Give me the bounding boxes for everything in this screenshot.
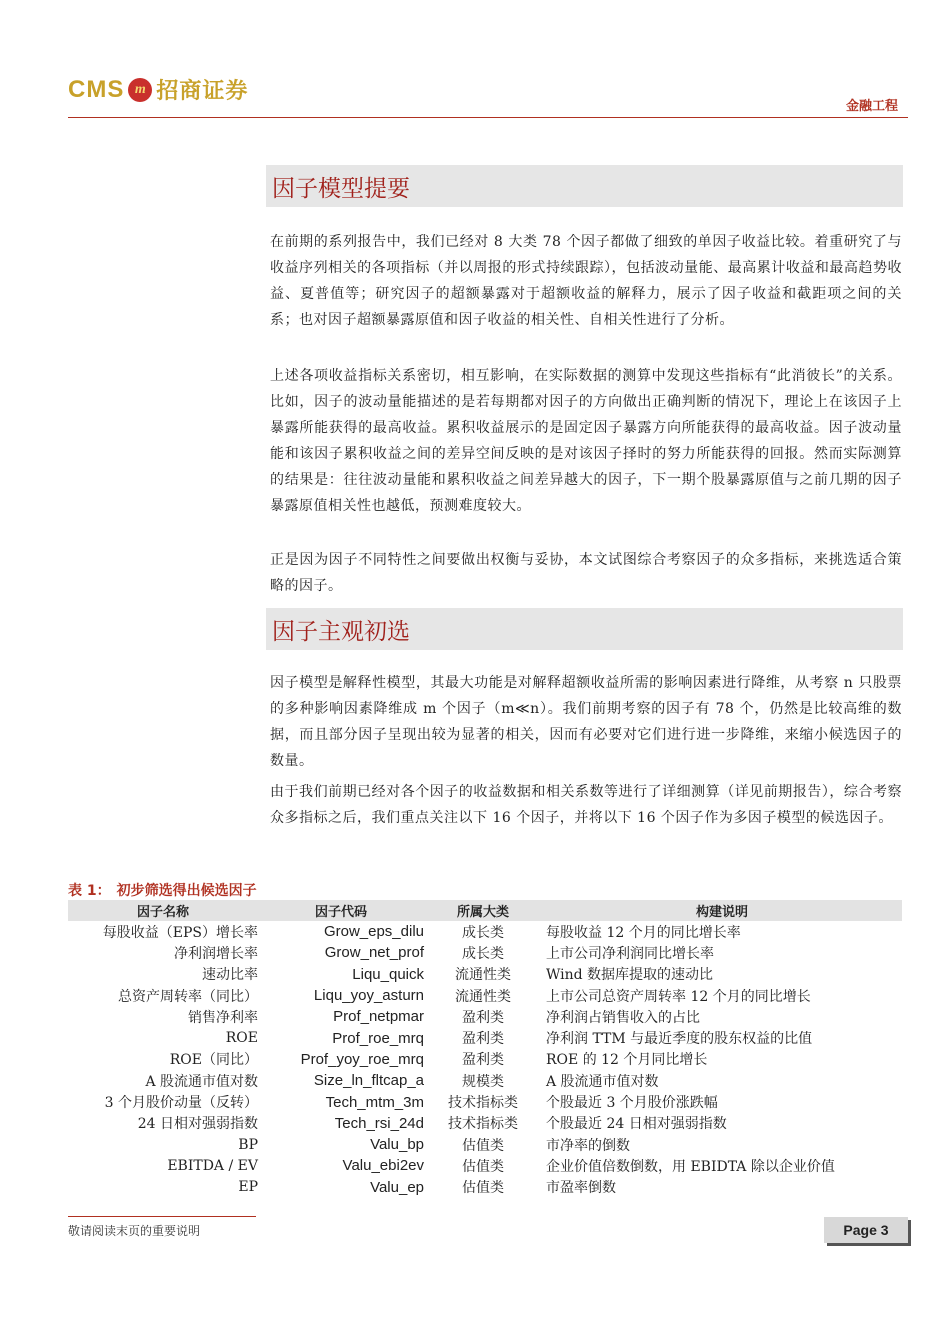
factor-description: A 股流通市值对数 [546,1073,659,1090]
page-number: Page 3 [824,1217,908,1243]
factor-name: 净利润增长率 [174,945,258,962]
factor-code: Prof_netpmar [333,1008,424,1026]
factor-description: 每股收益 12 个月的同比增长率 [546,924,741,941]
table-row [68,1006,902,1027]
column-header: 所属大类 [424,900,542,921]
factor-name: 24 日相对强弱指数 [137,1116,258,1133]
factor-description: 净利润占销售收入的占比 [546,1009,700,1026]
factor-category: 成长类 [462,924,504,941]
factor-name: 总资产周转率（同比） [118,988,258,1005]
factor-code: Valu_bp [370,1136,424,1154]
table-row [68,964,902,985]
factor-name: EP [238,1179,258,1196]
table-row [68,1049,902,1070]
factor-code: Liqu_quick [352,965,424,983]
factor-name: EBITDA / EV [167,1157,258,1174]
factor-category: 技术指标类 [448,1095,518,1112]
factor-code: Valu_ep [370,1178,424,1196]
factor-code: Liqu_yoy_asturn [313,987,424,1005]
table-body [68,921,902,1198]
factor-code: Valu_ebi2ev [342,1157,424,1175]
table-row [68,1177,902,1198]
factor-name: 速动比率 [202,967,258,984]
table-row [68,1134,902,1155]
table-row [68,985,902,1006]
factor-category: 成长类 [462,945,504,962]
factor-code: Grow_eps_dilu [323,923,424,941]
section-heading-bar [266,165,903,207]
factor-code: Size_ln_fltcap_a [313,1072,424,1090]
header-divider [68,117,908,118]
company-logo [68,74,248,105]
table-row [68,1070,902,1091]
factor-code: Tech_mtm_3m [325,1093,424,1111]
factor-category: 估值类 [462,1180,504,1197]
table-row [68,921,902,942]
body-paragraph: 上述各项收益指标关系密切，相互影响，在实际数据的测算中发现这些指标有“此消彼长”的关系。比如，因子的波动量能描述的是若每期都对因子的方向做出正确判断的情况下，理论上在该因子上暴露所能获得的最高收益。累积收益展示的是固定因子暴露方向所能获得的最高收益。因子波动量能和该因子累积收益之间的差异空间反映的是对该因子择时的努力所能获得的回报。然而实际测算的结果是：往往波动量能和累积收益之间差异越大的因子，下一期个股暴露原值与之前几期的因子暴露原值相关性也越低，预测难度较大。 [270,368,902,514]
column-header: 因子代码 [258,900,424,921]
footer-divider [68,1216,256,1217]
factor-description: 市盈率倒数 [546,1180,616,1197]
factor-description: 上市公司总资产周转率 12 个月的同比增长 [546,988,811,1005]
section-heading-bar [266,608,903,650]
factor-category: 盈利类 [462,1031,504,1048]
factor-category: 估值类 [462,1158,504,1175]
factor-category: 流通性类 [455,967,511,984]
header-section-label: 金融工程 [845,99,898,114]
body-paragraph: 正是因为因子不同特性之间要做出权衡与妥协，本文试图综合考察因子的众多指标，来挑选适合策略的因子。 [270,552,902,594]
factor-code: Prof_yoy_roe_mrq [300,1050,424,1068]
table-row [68,1091,902,1112]
table-row [68,942,902,963]
factor-name: ROE（同比） [169,1052,258,1069]
factor-code: Tech_rsi_24d [334,1114,424,1132]
factor-name: 销售净利率 [188,1009,258,1026]
factor-code: Grow_net_prof [324,944,424,962]
body-paragraph: 在前期的系列报告中，我们已经对 8 大类 78 个因子都做了细致的单因子收益比较。着重研究了与收益序列相关的各项指标（并以周报的形式持续跟踪），包括波动量能、最高累计收益和最高趋势收益、夏普值等；研究因子的超额暴露对于超额收益的解释力，展示了因子收益和截距项之间的关系；也对因子超额暴露原值和因子收益的相关性、自相关性进行了分析。 [270,234,902,328]
factor-category: 规模类 [462,1073,504,1090]
factor-category: 技术指标类 [448,1116,518,1133]
logo-mark-icon: m [128,78,152,102]
factor-code: Prof_roe_mrq [332,1029,424,1047]
footer-disclaimer: 敬请阅读末页的重要说明 [68,1224,201,1238]
factor-category: 盈利类 [462,1052,504,1069]
column-header: 构建说明 [542,900,902,921]
factor-description: 个股最近 24 日相对强弱指数 [546,1116,727,1133]
factor-table [68,900,902,1198]
factor-description: ROE 的 12 个月同比增长 [546,1052,708,1069]
table-caption [68,880,257,900]
factor-description: 企业价值倍数倒数，用 EBIDTA 除以企业价值 [546,1158,835,1175]
table-row [68,1027,902,1048]
factor-name: A 股流通市值对数 [145,1073,258,1090]
table-row [68,1113,902,1134]
logo-latin: CMS [68,75,125,103]
factor-name: ROE [225,1030,258,1047]
table-header-row [68,900,902,921]
factor-category: 盈利类 [462,1009,504,1026]
factor-category: 估值类 [462,1137,504,1154]
body-paragraph: 由于我们前期已经对各个因子的收益数据和相关系数等进行了详细测算（详见前期报告），综合考察众多指标之后，我们重点关注以下 16 个因子，并将以下 16 个因子作为多因子模型的候选因子。 [270,784,902,826]
factor-description: 市净率的倒数 [546,1137,630,1154]
factor-name: 每股收益（EPS）增长率 [102,924,258,941]
logo-chinese: 招商证券 [156,79,249,104]
factor-category: 流通性类 [455,988,511,1005]
section-title: 因子主观初选 [272,619,410,645]
body-paragraph: 因子模型是解释性模型，其最大功能是对解释超额收益所需的影响因素进行降维，从考察 n 只股票的多种影响因素降维成 m 个因子（m≪n）。我们前期考察的因子有 78 个，仍然是比较高维的数据，而且部分因子呈现出较为显著的相关，因而有必要对它们进行进一步降维，来缩小候选因子的数量。 [270,675,902,769]
factor-description: 净利润 TTM 与最近季度的股东权益的比值 [546,1031,813,1048]
factor-description: Wind 数据库提取的速动比 [546,967,714,984]
table-row [68,1155,902,1176]
table-caption-text: 初步筛选得出候选因子 [116,883,257,899]
factor-name: 3 个月股价动量（反转） [104,1095,258,1112]
table-caption-number: 表 1： [68,883,111,899]
section-title: 因子模型提要 [272,176,410,202]
factor-name: BP [238,1136,258,1153]
factor-description: 个股最近 3 个月股价涨跌幅 [546,1095,718,1112]
column-header: 因子名称 [68,900,258,921]
factor-description: 上市公司净利润同比增长率 [546,945,714,962]
